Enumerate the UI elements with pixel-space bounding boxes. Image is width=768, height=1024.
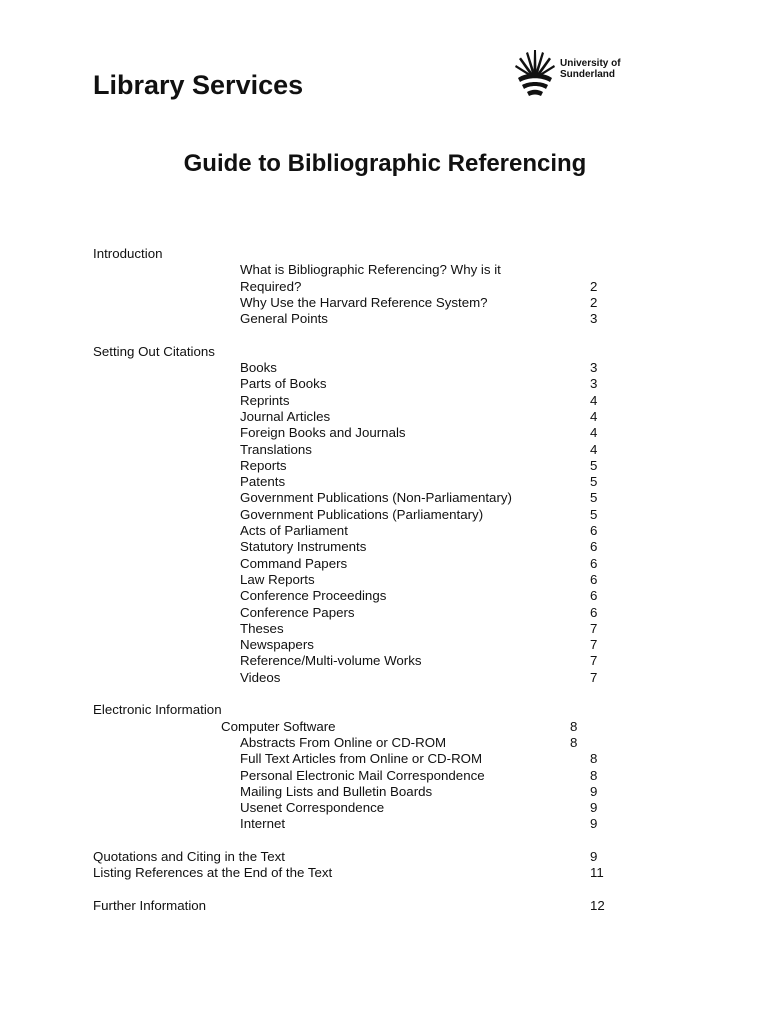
toc-entry-title: Computer Software [221,718,336,734]
toc-entry [93,311,613,327]
toc-section-introduction [93,246,613,327]
logo-wordmark [560,58,621,80]
toc-entry-page: 12 [590,897,605,913]
toc-entry-page: 3 [590,360,598,376]
toc-entry [93,474,613,490]
toc-entry-page: 4 [590,441,598,457]
toc-entry [93,442,613,458]
toc-entry-title: Reprints [240,392,290,408]
toc-entry-title: Newspapers [240,637,314,653]
logo-line-1: University of [560,58,621,69]
toc-entry-page: 5 [590,474,598,490]
toc-section-citations [93,344,613,686]
toc-entry [93,507,613,523]
toc-entry-title: Why Use the Harvard Reference System? [240,294,488,310]
toc-entry-page: 3 [590,376,598,392]
toc-entry-further [93,898,613,914]
toc-entry [93,360,613,376]
toc-entry [93,751,613,767]
toc-entry-page: 5 [590,506,598,522]
toc-entry-title: Government Publications (Parliamentary) [240,506,484,522]
toc-entry [93,556,613,572]
toc-entry [93,800,613,816]
toc-entry-listing [93,865,613,881]
toc-entry-page: 8 [570,718,578,734]
toc-entry-page: 7 [590,620,598,636]
document-title: Guide to Bibliographic Referencing [183,150,587,177]
toc-entry-quotations [93,849,613,865]
page-header-title: Library Services [93,70,304,100]
toc-section-electronic [93,702,613,832]
toc-entry [93,670,613,686]
sunburst-logo-icon [514,48,558,98]
toc-entry-title: Mailing Lists and Bulletin Boards [240,783,433,799]
toc-entry [93,621,613,637]
toc-entry [93,262,613,295]
toc-entry-title: Foreign Books and Journals [240,425,406,441]
toc-entry-page: 6 [590,571,598,587]
toc-entry-title: Abstracts From Online or CD-ROM [240,734,447,750]
toc-entry-title: Theses [240,620,284,636]
toc-entry-page: 6 [590,588,598,604]
section-title: Setting Out Citations [93,343,215,359]
toc-entry-title: Government Publications (Non-Parliamentary) [240,490,512,506]
toc-entry-title: Reference/Multi-volume Works [240,653,422,669]
toc-entry-page: 8 [570,734,578,750]
toc-entry-page: 6 [590,539,598,555]
toc-section-further [93,898,613,914]
toc-entry-page: 6 [590,523,598,539]
toc-entry [93,490,613,506]
toc-entry-title: Further Information [93,897,207,913]
toc-entry-title: Conference Papers [240,604,355,620]
toc-entry-page: 6 [590,604,598,620]
toc-entry [93,572,613,588]
toc-entry-title: Reports [240,457,287,473]
toc-entry [93,409,613,425]
toc-entry-title: Internet [240,816,286,832]
toc-entry-title: Videos [240,669,281,685]
toc-entry-title: General Points [240,311,328,327]
toc-section-references [93,849,613,882]
toc-entry-title: Acts of Parliament [240,523,348,539]
table-of-contents [93,246,613,930]
toc-entry [93,653,613,669]
toc-entry [93,458,613,474]
toc-entry-page: 9 [590,783,598,799]
toc-entry-page: 8 [590,751,598,767]
section-title: Introduction [93,246,163,261]
toc-entry-page: 9 [590,848,598,864]
toc-entry-title: Personal Electronic Mail Correspondence [240,767,485,783]
toc-entry-title: Statutory Instruments [240,539,367,555]
toc-entry [93,588,613,604]
logo-line-2: Sunderland [560,69,616,80]
toc-entry-title: Conference Proceedings [240,588,387,604]
toc-entry [93,784,613,800]
toc-entry-page: 9 [590,816,598,832]
toc-entry-title: Books [240,360,277,376]
toc-entry-page: 3 [590,311,598,327]
toc-entry [93,816,613,832]
toc-entry-title: Law Reports [240,571,315,587]
toc-entry-page: 2 [590,278,598,294]
toc-entry-title: Patents [240,474,286,490]
toc-entry [93,605,613,621]
toc-entry-title: Translations [240,441,312,457]
toc-entry-page: 5 [590,490,598,506]
toc-entry-page: 7 [590,637,598,653]
toc-entry-page: 5 [590,457,598,473]
toc-entry-page: 6 [590,555,598,571]
toc-entry [93,376,613,392]
university-logo [514,48,644,98]
toc-entry-page: 4 [590,392,598,408]
toc-entry-title: Listing References at the End of the Text [93,865,333,881]
toc-entry [93,425,613,441]
toc-entry-title: Full Text Articles from Online or CD-ROM [240,751,483,767]
toc-entry [93,768,613,784]
toc-entry-page: 4 [590,408,598,424]
toc-entry [93,735,613,751]
toc-entry-page: 4 [590,425,598,441]
toc-entry-page: 9 [590,800,598,816]
toc-entry [93,295,613,311]
toc-entry-page: 7 [590,669,598,685]
toc-entry-title: Parts of Books [240,376,327,392]
toc-entry-page: 7 [590,653,598,669]
toc-entry [93,539,613,555]
toc-entry-title: Usenet Correspondence [240,800,385,816]
toc-entry-title: Command Papers [240,555,348,571]
section-title: Electronic Information [93,702,222,718]
toc-entry [93,719,613,735]
toc-entry [93,393,613,409]
toc-entry-title: What is Bibliographic Referencing? Why is it Required? [240,262,501,294]
toc-entry-page: 2 [590,294,598,310]
toc-entry [93,637,613,653]
toc-entry-page: 11 [590,865,604,881]
toc-entry [93,523,613,539]
toc-entry-title: Journal Articles [240,408,331,424]
toc-entry-title: Quotations and Citing in the Text [93,848,285,864]
toc-entry-page: 8 [590,767,598,783]
